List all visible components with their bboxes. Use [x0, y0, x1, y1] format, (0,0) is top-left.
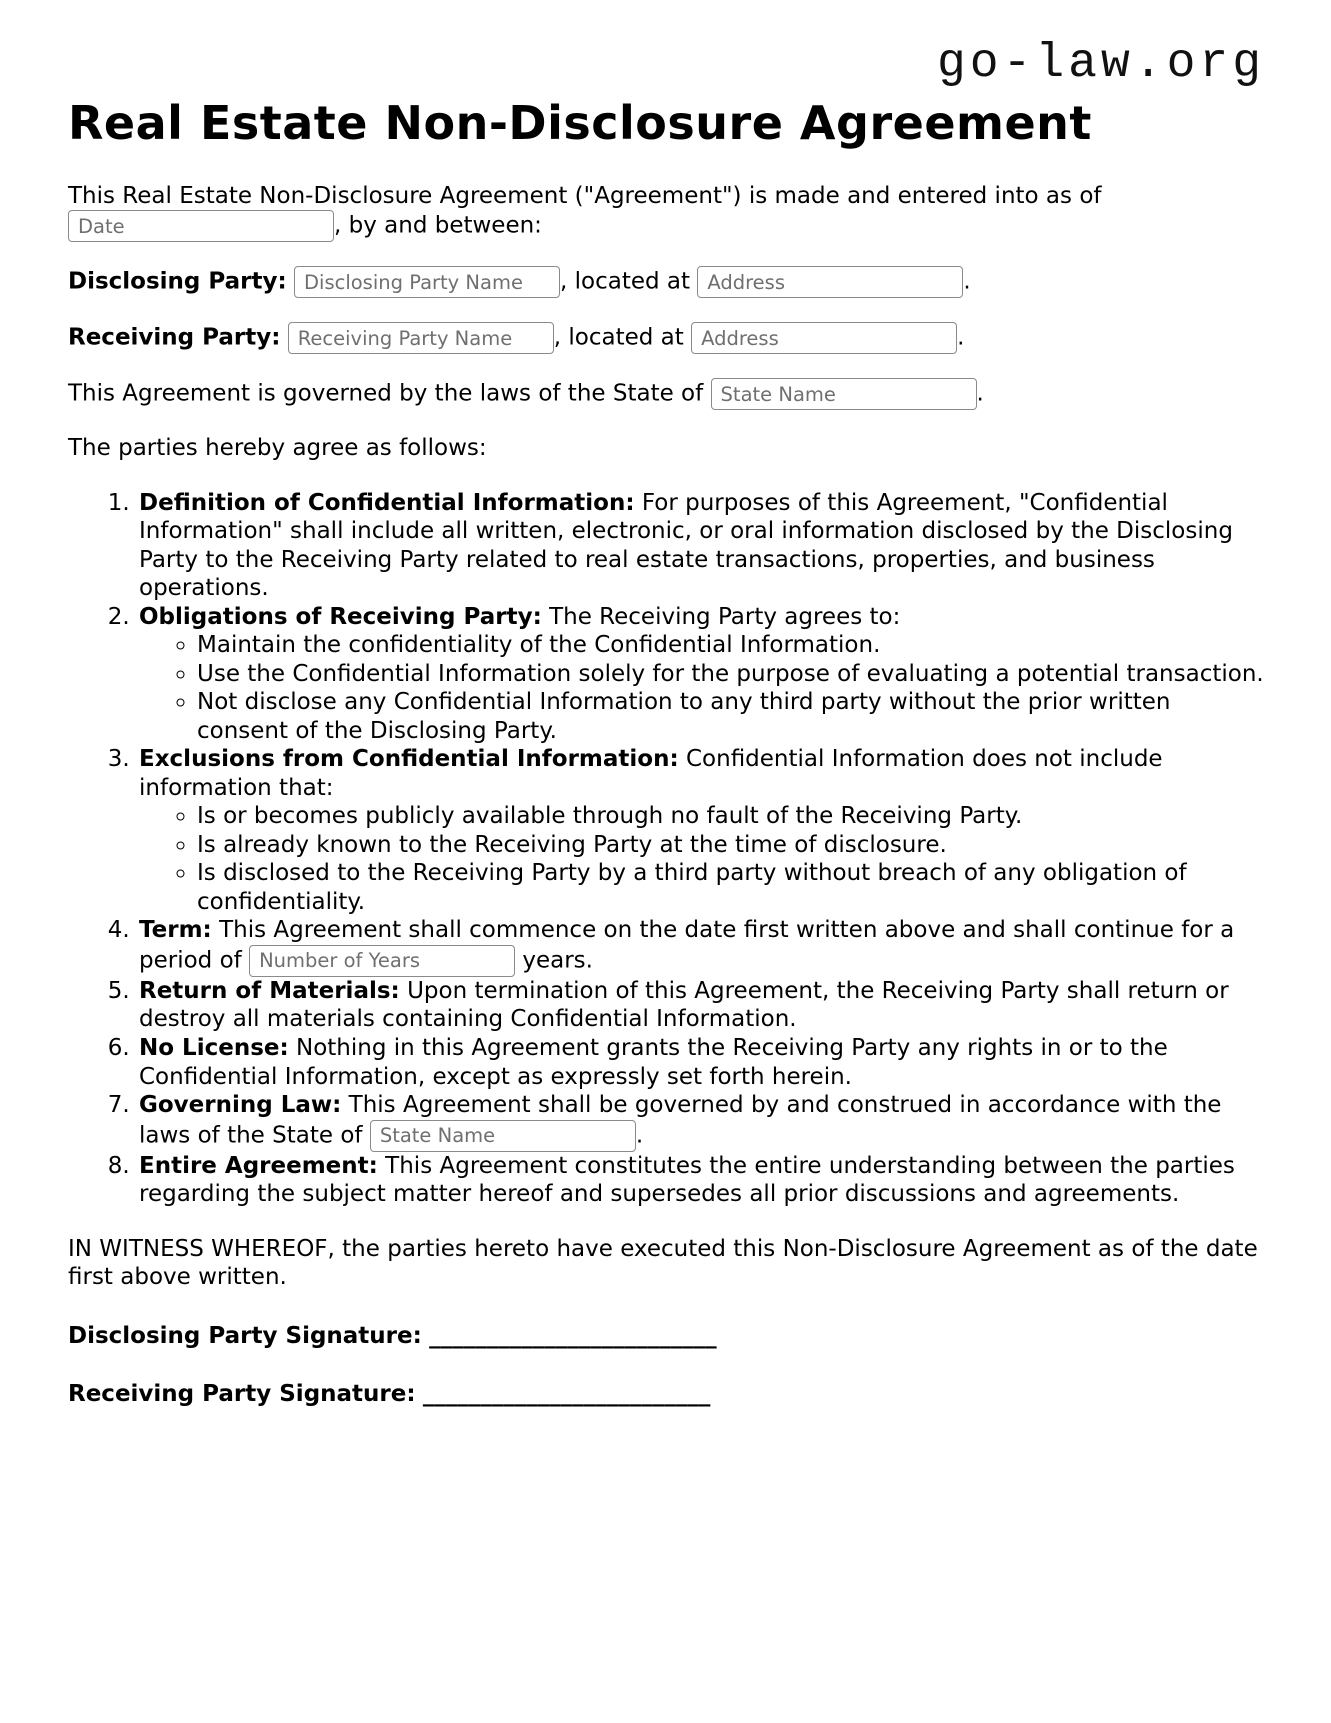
disclosing-signature-label: Disclosing Party Signature: — [68, 1322, 422, 1349]
clause-obligations — [137, 603, 1265, 746]
clause-title: Term: — [139, 917, 212, 944]
clause-text-after: . — [635, 1122, 644, 1149]
disclosing-party-name-input[interactable] — [294, 266, 560, 298]
clause-text: Nothing in this Agreement grants the Receiving Party any rights in or to the Confidential Information, except as expressly set forth herein. — [139, 1035, 1168, 1090]
located-at-text: , located at — [560, 268, 691, 295]
clause-title: Obligations of Receiving Party: — [139, 603, 542, 630]
agree-line: The parties hereby agree as follows: — [68, 435, 487, 462]
sub-item: ◦ Is disclosed to the Receiving Party by a third party without breach of any obligation of confidentiality. — [197, 859, 1265, 916]
exclusions-sublist — [139, 802, 1265, 916]
period-text: . — [957, 324, 965, 351]
date-input[interactable] — [68, 210, 334, 242]
intro-text-after: , by and between: — [334, 212, 542, 239]
clauses-list — [68, 489, 1265, 1209]
receiving-signature-label: Receiving Party Signature: — [68, 1381, 416, 1408]
page-title: Real Estate Non-Disclosure Agreement — [68, 95, 1092, 150]
signature-line: _________________________ — [429, 1322, 717, 1349]
receiving-party-label: Receiving Party: — [68, 324, 281, 351]
disclosing-party-label: Disclosing Party: — [68, 268, 287, 295]
signature-line: _________________________ — [422, 1381, 711, 1408]
receiving-signature-row — [68, 1380, 1265, 1409]
receiving-party-line — [68, 322, 1265, 354]
disclosing-party-line — [68, 266, 1265, 298]
governing-state-line — [68, 378, 1265, 410]
receiving-party-address-input[interactable] — [691, 322, 957, 354]
sub-item: ◦ Is or becomes publicly available through no fault of the Receiving Party. — [197, 802, 1265, 831]
clause-title: Return of Materials: — [139, 977, 400, 1004]
obligations-sublist — [139, 631, 1265, 745]
disclosing-signature-row — [68, 1322, 1265, 1351]
governing-state-input[interactable] — [711, 378, 977, 410]
sub-item: ◦ Maintain the confidentiality of the Confidential Information. — [197, 631, 1265, 660]
witness-paragraph: IN WITNESS WHEREOF, the parties hereto have executed this Non-Disclosure Agreement as of the date first above written. — [68, 1235, 1258, 1291]
clause-text: Upon termination of this Agreement, the Receiving Party shall return or destroy all materials containing Confidential Information. — [139, 977, 1229, 1033]
clause-no-license — [137, 1034, 1265, 1091]
sub-item: ◦ Use the Confidential Information solely for the purpose of evaluating a potential transaction. — [197, 660, 1265, 689]
clause-entire-agreement — [137, 1152, 1265, 1209]
clause-text: This Agreement shall commence on the date first written above and shall continue for a period of — [139, 917, 1235, 974]
clause-text: The Receiving Party agrees to: — [549, 603, 901, 630]
clause-title: Definition of Confidential Information: — [139, 489, 635, 516]
clause-title: No License: — [139, 1035, 289, 1061]
period-text: . — [976, 380, 984, 407]
governing-law-state-input[interactable] — [370, 1120, 636, 1152]
clause-text: This Agreement shall be governed by and construed in accordance with the laws of the State of — [139, 1092, 1222, 1149]
period-text: . — [963, 268, 971, 295]
clause-term — [137, 916, 1265, 977]
intro-paragraph — [68, 182, 1265, 243]
site-logo: go-law.org — [936, 37, 1265, 91]
clause-title: Governing Law: — [139, 1092, 342, 1119]
clause-text: This Agreement constitutes the entire understanding between the parties regarding the subject matter hereof and supersedes all prior discussions and agreements. — [139, 1152, 1235, 1208]
term-years-input[interactable] — [249, 945, 515, 977]
clause-governing-law — [137, 1091, 1265, 1152]
intro-text: This Real Estate Non-Disclosure Agreement ("Agreement") is made and entered into as of — [68, 182, 1102, 209]
receiving-party-name-input[interactable] — [288, 322, 554, 354]
clause-title: Entire Agreement: — [139, 1152, 378, 1179]
clause-return-of-materials — [137, 977, 1265, 1034]
disclosing-party-address-input[interactable] — [697, 266, 963, 298]
sub-item: ◦ Is already known to the Receiving Party at the time of disclosure. — [197, 831, 1265, 860]
clause-title: Exclusions from Confidential Information: — [139, 746, 679, 773]
sub-item: ◦ Not disclose any Confidential Information to any third party without the prior written consent of the Disclosing Party. — [197, 688, 1265, 745]
clause-text-after: years. — [522, 947, 593, 974]
governing-state-text: This Agreement is governed by the laws of the State of — [68, 380, 704, 407]
clause-exclusions — [137, 745, 1265, 916]
clause-text: For purposes of this Agreement, "Confidential Information" shall include all written, electronic, or oral information disclosed by the Disclosing Party to the Receiving Party related to real estate transactions, properties, and business operations. — [139, 489, 1233, 602]
located-at-text: , located at — [553, 324, 684, 351]
clause-definition — [137, 489, 1265, 603]
clause-text: Confidential Information does not include information that: — [139, 746, 1163, 801]
